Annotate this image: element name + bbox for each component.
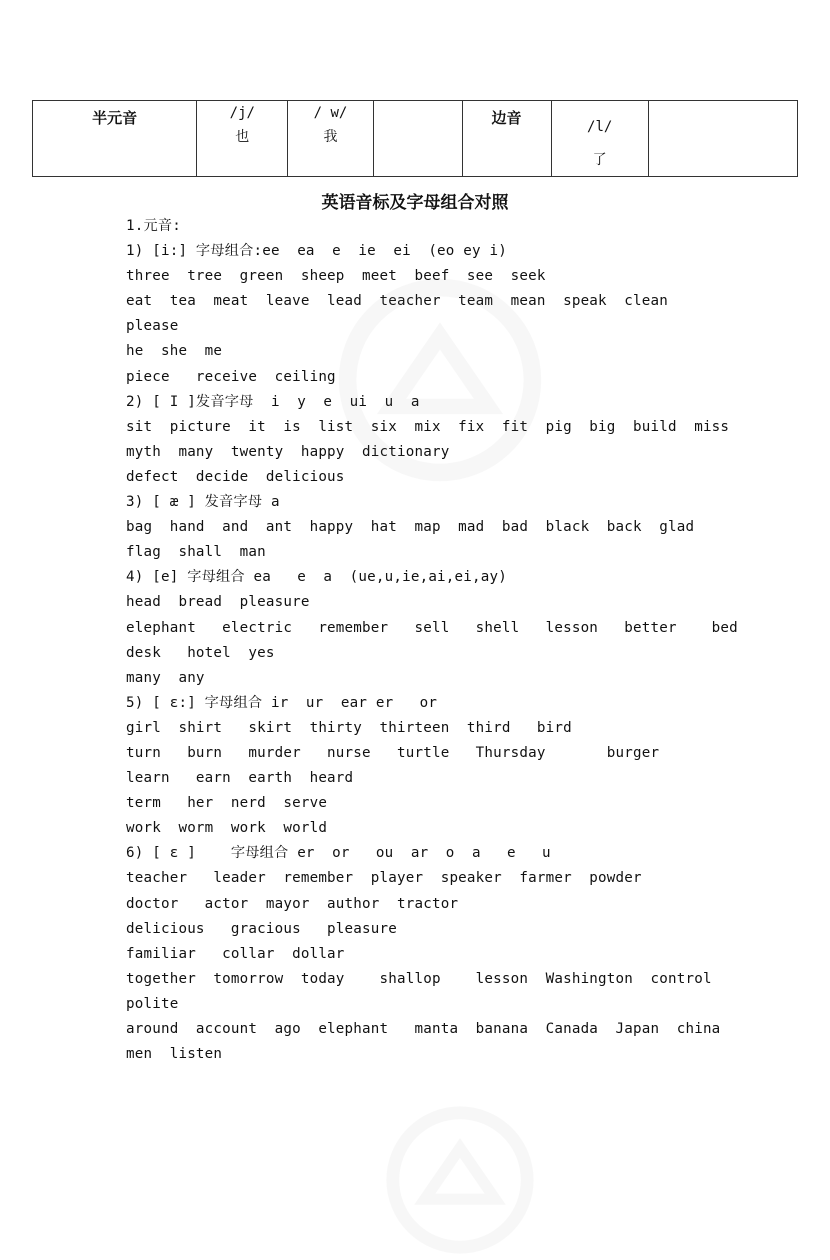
table-cell: [288, 101, 373, 177]
text-line: girl shirt skirt thirty thirteen third bird: [126, 719, 572, 736]
text-line: together tomorrow today shallop lesson Washington control: [126, 970, 712, 987]
text-line: bag hand and ant happy hat map mad bad black back glad: [126, 519, 695, 536]
text-line: 4) [e] 字母组合 ea e a (ue,u,ie,ai,ei,ay): [126, 569, 507, 586]
text-line: 3) [ æ ] 发音字母 a: [126, 494, 280, 511]
document-title: 英语音标及字母组合对照: [321, 193, 509, 213]
table-cell: [33, 101, 197, 177]
cell-example-j: 也: [235, 129, 250, 145]
text-line: many any: [126, 669, 205, 686]
text-line: men listen: [126, 1046, 223, 1063]
text-line: head bread pleasure: [126, 594, 310, 611]
text-line: 1) [i:] 字母组合:ee ea e ie ei (eo ey i): [126, 243, 507, 260]
text-line: 2) [ I ]发音字母 i y e ui u a: [126, 393, 420, 410]
cell-symbol-l: /l/: [587, 119, 613, 135]
text-line: doctor actor mayor author tractor: [126, 895, 459, 912]
cell-symbol-w: / w/: [313, 105, 348, 121]
table-cell: [197, 101, 288, 177]
text-line: flag shall man: [126, 544, 266, 561]
text-line: learn earn earth heard: [126, 770, 354, 787]
text-line: around account ago elephant manta banana Canada Japan china: [126, 1021, 721, 1037]
consonant-table: [32, 100, 798, 177]
cell-label-semivowel: 半元音: [92, 109, 138, 127]
document-body: [126, 214, 738, 1067]
text-line: polite: [126, 995, 179, 1012]
table-cell: [462, 101, 551, 177]
text-line: elephant electric remember sell shell lesson better bed: [126, 619, 738, 636]
table-cell-empty: [373, 101, 462, 177]
cell-example-w: 我: [323, 129, 338, 145]
watermark-logo: [380, 1100, 540, 1260]
text-line: myth many twenty happy dictionary: [126, 443, 450, 460]
text-line: please: [126, 318, 179, 335]
text-line: teacher leader remember player speaker farmer powder: [126, 870, 642, 887]
text-line: sit picture it is list six mix fix fit pig big build miss: [126, 418, 730, 435]
cell-label-lateral: 边音: [491, 109, 522, 127]
text-line: delicious gracious pleasure: [126, 920, 397, 937]
text-line: piece receive ceiling: [126, 368, 336, 385]
text-line: 1.元音:: [126, 218, 181, 234]
text-line: 5) [ ɛ:] 字母组合 ir ur ear er or: [126, 694, 438, 711]
text-line: defect decide delicious: [126, 468, 345, 485]
text-line: eat tea meat leave lead teacher team mean speak clean: [126, 293, 668, 310]
text-line: turn burn murder nurse turtle Thursday burger: [126, 744, 660, 761]
table-cell: [551, 101, 648, 177]
text-line: work worm work world: [126, 820, 328, 837]
table-cell-empty: [648, 101, 797, 177]
text-line: term her nerd serve: [126, 795, 328, 812]
cell-symbol-j: /j/: [229, 105, 255, 121]
text-line: desk hotel yes: [126, 644, 275, 661]
text-line: three tree green sheep meet beef see seek: [126, 268, 546, 285]
text-line: 6) [ ɛ ] 字母组合 er or ou ar o a e u: [126, 845, 551, 862]
text-line: familiar collar dollar: [126, 945, 345, 962]
table-row: [33, 101, 798, 177]
cell-example-l: 了: [592, 152, 607, 168]
text-line: he she me: [126, 343, 223, 360]
